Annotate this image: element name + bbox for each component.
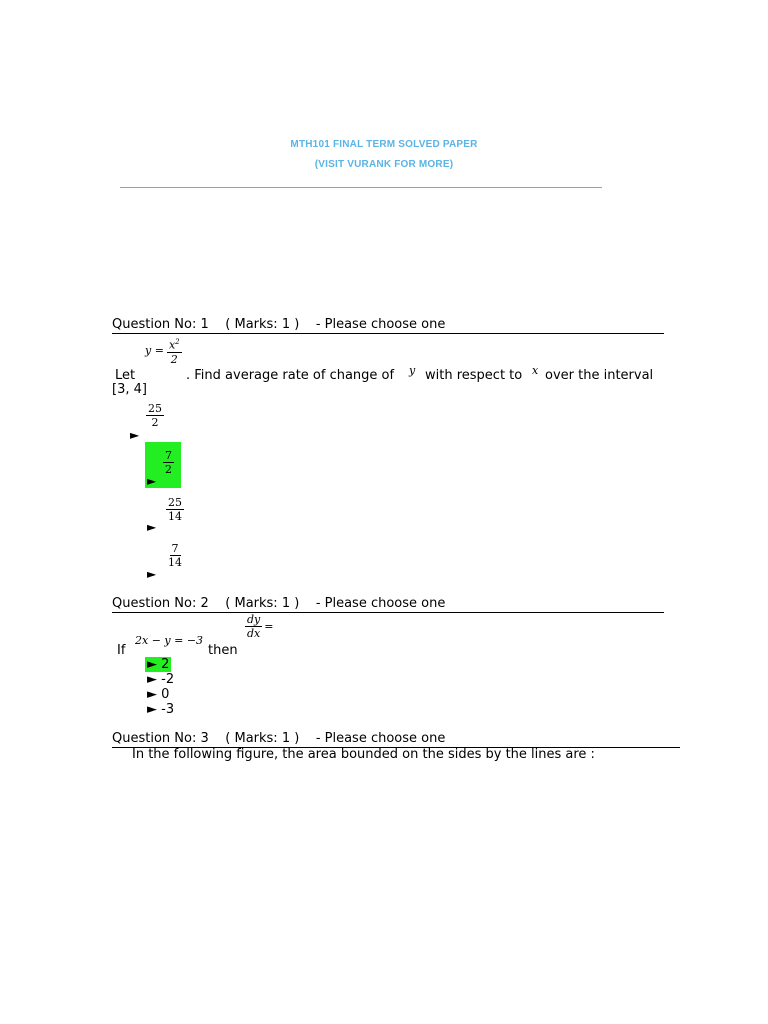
q1-option-1[interactable]	[146, 397, 164, 429]
q1-text-a: . Find average rate of change of	[186, 368, 395, 383]
q1-option-3-arrow: ►	[147, 520, 157, 534]
q2-option-4[interactable]: ► -3	[147, 702, 175, 717]
q1-option-3[interactable]	[166, 491, 184, 523]
question-3-heading: Question No: 3 ( Marks: 1 ) - Please choose one	[112, 731, 680, 748]
q1-option-2[interactable]	[163, 444, 174, 476]
q1-let: Let	[115, 368, 136, 383]
question-2-heading: Question No: 2 ( Marks: 1 ) - Please choose one	[112, 596, 664, 613]
q1-eq-lhs: y =	[145, 344, 164, 358]
q2-if: If	[117, 643, 126, 658]
q1-var-y: y	[409, 364, 416, 377]
q1-option-1-arrow: ►	[130, 428, 140, 442]
q1-eq-exp: 2	[175, 338, 180, 346]
q2-derivative	[245, 613, 273, 640]
q1-option-2-den: 2	[165, 463, 172, 476]
q1-option-4-arrow: ►	[147, 567, 157, 581]
q2-option-1[interactable]: ► 2	[147, 657, 170, 672]
q1-option-1-den: 2	[151, 416, 159, 429]
q2-derivative-num: dy	[247, 613, 261, 626]
q2-derivative-equals: =	[264, 620, 274, 633]
q1-var-x: x	[532, 364, 539, 377]
q1-equation	[145, 336, 182, 366]
q1-eq-fraction	[167, 336, 182, 366]
q2-condition: 2x − y = −3	[135, 634, 204, 647]
q2-then: then	[208, 643, 238, 658]
q2-option-3[interactable]: ► 0	[147, 687, 170, 702]
q1-option-4-den: 14	[168, 556, 182, 569]
q3-text: In the following figure, the area bounded on the sides by the lines are :	[132, 747, 595, 762]
q2-derivative-den: dx	[247, 627, 261, 640]
q1-text-b: with respect to	[425, 368, 523, 383]
q1-option-2-arrow: ►	[147, 474, 157, 488]
q1-option-2-num: 7	[165, 449, 172, 462]
document-title: MTH101 FINAL TERM SOLVED PAPER	[290, 139, 478, 150]
q1-text-c: over the interval	[545, 368, 654, 383]
q1-option-4[interactable]	[166, 537, 184, 569]
q1-option-4-num: 7	[171, 542, 179, 555]
q1-option-1-num: 25	[148, 402, 162, 415]
q2-option-2[interactable]: ► -2	[147, 672, 175, 687]
q1-option-3-den: 14	[168, 510, 182, 523]
question-1-heading: Question No: 1 ( Marks: 1 ) - Please choose one	[112, 317, 664, 334]
q1-option-3-num: 25	[168, 496, 182, 509]
header-divider	[120, 187, 602, 188]
document-subtitle: (VISIT VURANK FOR MORE)	[314, 159, 454, 170]
q1-eq-num: x	[168, 338, 176, 352]
q1-interval: [3, 4]	[112, 382, 147, 397]
q1-eq-den: 2	[170, 352, 178, 366]
